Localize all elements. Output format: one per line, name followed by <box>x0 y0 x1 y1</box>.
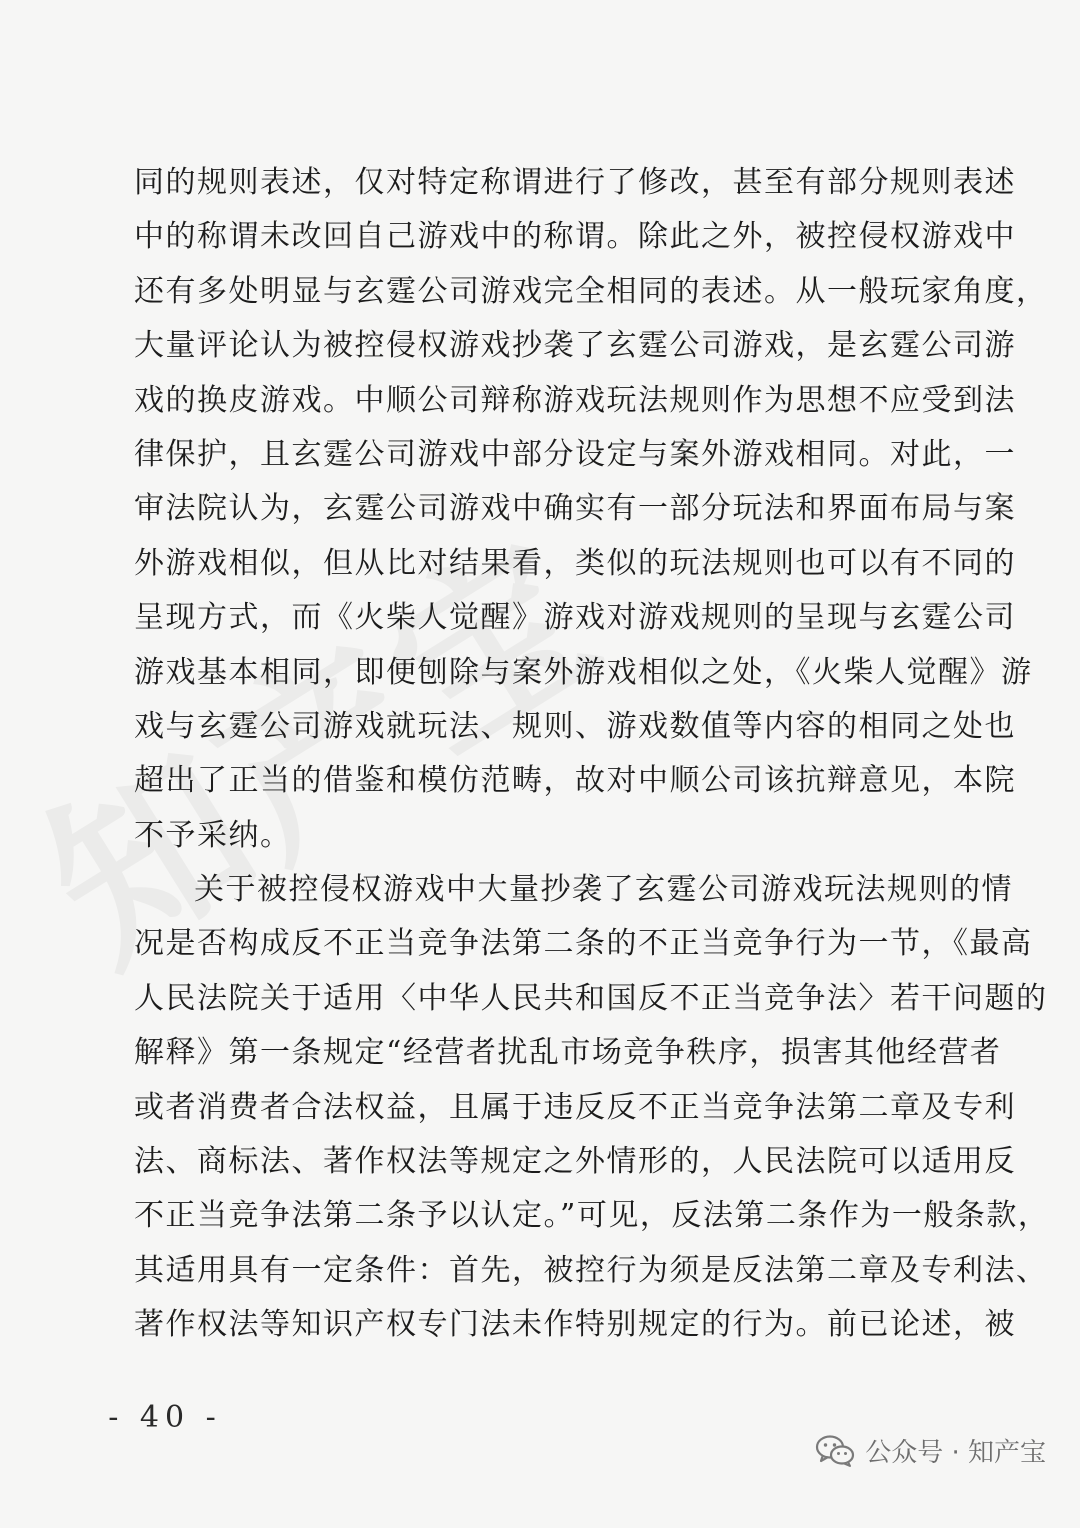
text-line: 外游戏相似，但从比对结果看，类似的玩法规则也可以有不同的 <box>134 545 1016 581</box>
text-line: 呈现方式，而《火柴人觉醒》游戏对游戏规则的呈现与玄霆公司 <box>134 600 1016 636</box>
text-line: 还有多处明显与玄霆公司游戏完全相同的表述。从一般玩家角度， <box>134 273 1048 309</box>
text-line: 不正当竞争法第二条予以认定。”可见，反法第二条作为一般条款， <box>134 1198 1050 1234</box>
text-line: 法、商标法、著作权法等规定之外情形的，人民法院可以适用反 <box>134 1144 1016 1180</box>
text-line: 游戏基本相同，即便刨除与案外游戏相似之处，《火柴人觉醒》游 <box>134 654 1033 690</box>
text-line: 戏的换皮游戏。中顺公司辩称游戏玩法规则作为思想不应受到法 <box>134 382 1016 418</box>
text-line: 审法院认为，玄霆公司游戏中确实有一部分玩法和界面布局与案 <box>134 491 1016 527</box>
text-line: 或者消费者合法权益，且属于违反反不正当竞争法第二章及专利 <box>134 1089 1016 1125</box>
page-number: - 40 - <box>108 1400 222 1435</box>
text-line: 同的规则表述，仅对特定称谓进行了修改，甚至有部分规则表述 <box>134 165 1016 200</box>
text-line: 超出了正当的借鉴和模仿范畴，故对中顺公司该抗辩意见，本院 <box>134 763 1016 799</box>
text-line: 不予采纳。 <box>134 817 292 853</box>
wechat-icon <box>815 1434 855 1468</box>
text-line: 其适用具有一定条件：首先，被控行为须是反法第二章及专利法、 <box>134 1252 1048 1288</box>
text-line: 著作权法等知识产权专门法未作特别规定的行为。前已论述，被 <box>134 1307 1016 1343</box>
text-line: 解释》第一条规定“经营者扰乱市场竞争秩序，损害其他经营者 <box>134 1035 1002 1071</box>
body-text <box>134 156 1050 1353</box>
text-line: 人民法院关于适用〈中华人民共和国反不正当竞争法〉若干问题的 <box>134 980 1048 1016</box>
source-footer <box>815 1432 1046 1469</box>
text-line: 律保护，且玄霆公司游戏中部分设定与案外游戏相同。对此，一 <box>134 436 1016 472</box>
paragraph-start-line: 关于被控侵权游戏中大量抄袭了玄霆公司游戏玩法规则的情 <box>194 872 1013 908</box>
text-line: 大量评论认为被控侵权游戏抄袭了玄霆公司游戏，是玄霆公司游 <box>134 328 1016 364</box>
text-line: 戏与玄霆公司游戏就玩法、规则、游戏数值等内容的相同之处也 <box>134 708 1016 744</box>
text-line: 况是否构成反不正当竞争法第二条的不正当竞争行为一节，《最高 <box>134 926 1033 962</box>
source-label: 公众号 · 知产宝 <box>865 1438 1046 1468</box>
text-line: 中的称谓未改回自己游戏中的称谓。除此之外，被控侵权游戏中 <box>134 219 1016 255</box>
